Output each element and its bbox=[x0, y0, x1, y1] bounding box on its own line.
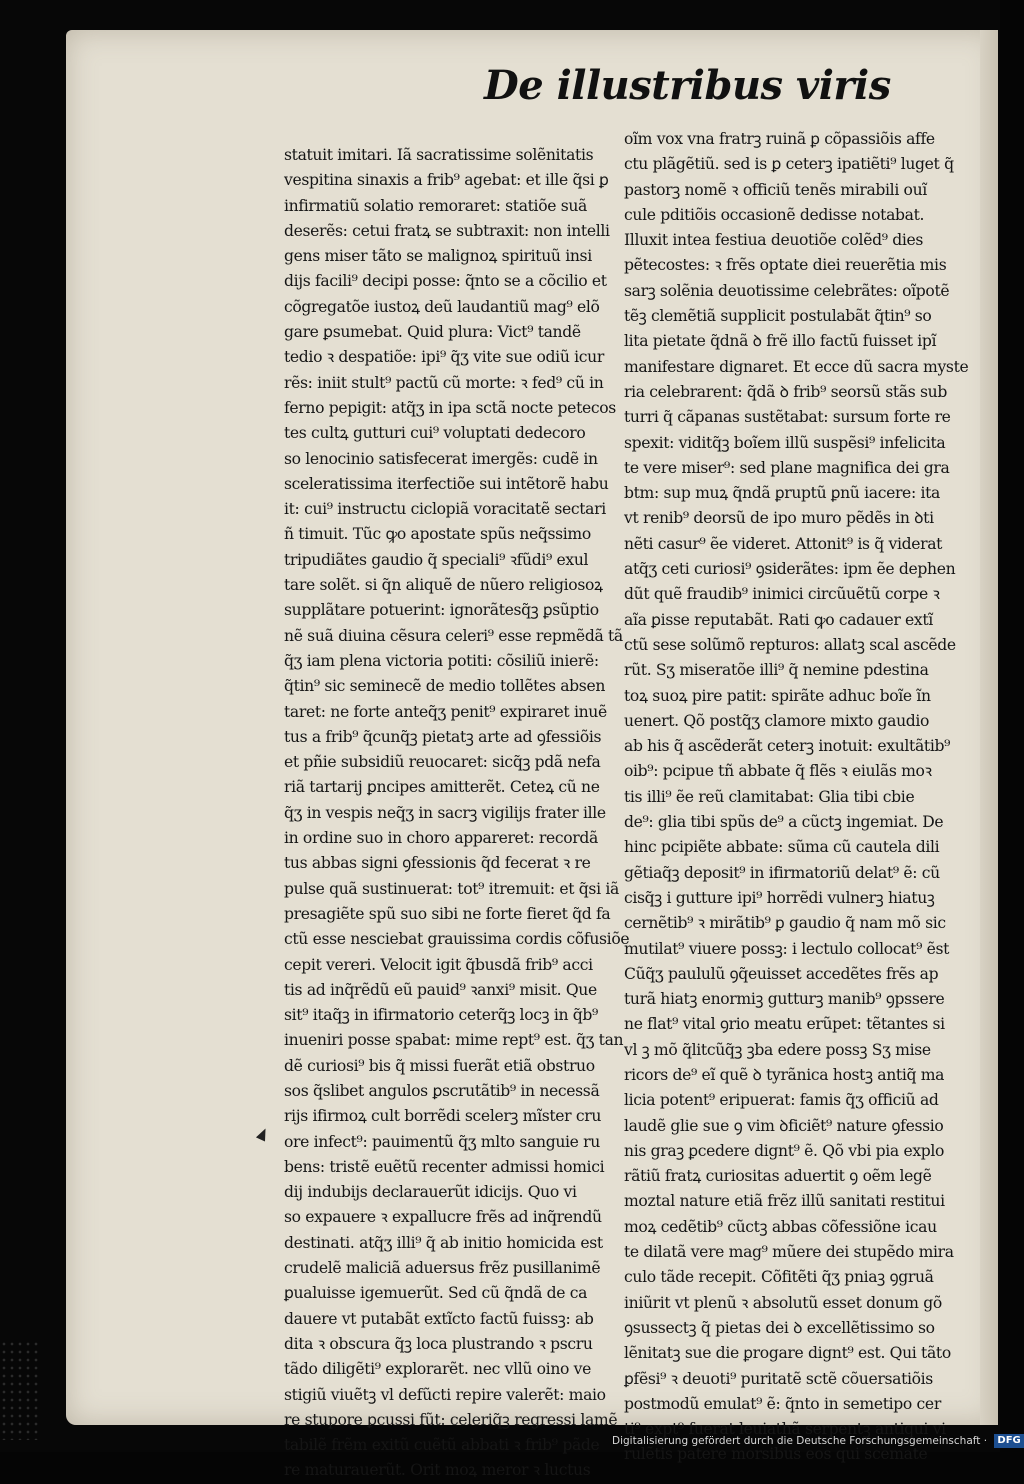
text-line: tare solẽt. si q̃n aliquẽ de nũero religiosoꝝ bbox=[284, 576, 603, 595]
text-line: bens: tristẽ euẽtũ recenter admissi homici bbox=[284, 1157, 605, 1176]
text-line: stigiũ viuẽtꝫ vl defũcti repire valerẽt: maio bbox=[284, 1385, 606, 1404]
text-line: inueniri posse spabat: mime rept⁹ est. q̃ʒ tan bbox=[284, 1031, 624, 1050]
text-line: te vere miser⁹: sed plane magnifica dei gra bbox=[624, 458, 950, 477]
text-line: ꝯsussectꝫ q̃ pietas dei ꝺ excellẽtissimo so bbox=[624, 1318, 935, 1337]
text-line: de⁹: glia tibi spũs de⁹ a cũctꝫ ingemiat. De bbox=[624, 813, 944, 832]
text-line: cisq̃ꝫ i gutture ipi⁹ horrẽdi vulnerꝫ hiatuꝫ bbox=[624, 888, 935, 907]
text-line: deserẽs: cetui fratꝝ se subtraxit: non intelli bbox=[284, 221, 610, 240]
text-line: manifestare dignaret. Et ecce dũ sacra myste bbox=[624, 357, 969, 376]
text-line: rijs ifirmoꝝ cult borrẽdi scelerꝫ mĩster cru bbox=[284, 1107, 602, 1126]
text-line: sceleratissima iterfectiõe sui intẽtorẽ habu bbox=[284, 474, 609, 493]
text-line: rãtiũ fratꝝ curiositas aduertit ꝯ oẽm legẽ bbox=[624, 1167, 932, 1186]
text-line: tis ad inq̃rẽdũ eũ pauid⁹ ꝛanxi⁹ misit. Que bbox=[284, 980, 597, 999]
text-line: oib⁹: pcipue tñ abbate q̃ flẽs ꝛ eiulãs moꝛ bbox=[624, 762, 932, 781]
text-line: vt renib⁹ deorsũ de ipo muro pẽdẽs in ꝺti bbox=[624, 509, 934, 528]
text-line: turã hiatꝫ enormiꝫ gutturꝫ manib⁹ ꝯpssere bbox=[624, 990, 945, 1009]
text-line: nis graꝫ ꝑcedere dignt⁹ ẽ. Qõ vbi pia explo bbox=[624, 1141, 945, 1160]
text-line: ore infect⁹: pauimentũ q̃ʒ mlto sanguie ru bbox=[284, 1132, 600, 1151]
text-line: lita pietate q̃dnã ꝺ frẽ illo factũ fuisset ipĩ bbox=[624, 332, 937, 351]
text-line: it: cui⁹ instructu ciclopiã voracitatẽ sectari bbox=[284, 500, 606, 519]
text-line: ꝑualuisse igemuerũt. Sed cũ q̃ndã de ca bbox=[284, 1284, 588, 1303]
text-line: hinc pcipiẽte abbate: sũma cũ cautela dili bbox=[624, 838, 940, 857]
text-line: oĩm vox vna fratrꝫ ruinã ꝑ cõpassiõis affe bbox=[624, 130, 935, 148]
text-line: tus abbas signi ꝯfessionis q̃d fecerat ꝛ re bbox=[284, 854, 591, 873]
text-line: sarꝫ solẽnia deuotissime celebrãtes: oĩpotẽ bbox=[624, 281, 950, 300]
text-line: infirmatiũ solatio remoraret: statiõe suã bbox=[284, 196, 588, 215]
digitization-credit bbox=[612, 1430, 1021, 1452]
text-line: postmodũ emulat⁹ ẽ: q̃nto in semetipo cer bbox=[624, 1394, 941, 1413]
text-line: iniũrit vt plenũ ꝛ absolutũ esset donum gõ bbox=[624, 1293, 942, 1312]
text-line: dij indubijs declarauerũt idicijs. Quo vi bbox=[284, 1183, 577, 1202]
running-title: De illustribus viris bbox=[484, 62, 891, 109]
right-text-column bbox=[624, 127, 969, 1468]
text-line: presagiẽte spũ suo sibi ne forte fieret q̃d fa bbox=[284, 904, 611, 923]
text-line: gare ꝑsumebat. Quid plura: Vict⁹ tandẽ bbox=[284, 323, 581, 342]
text-line: ricors de⁹ eĩ quẽ ꝺ tyrãnica hostꝫ antiq̃ ma bbox=[624, 1065, 945, 1084]
text-line: gens miser tãto se malignoꝝ spirituũ insi bbox=[284, 247, 592, 266]
text-line: so expauere ꝛ expallucre frẽs ad inq̃rendũ bbox=[284, 1208, 602, 1227]
text-line: statuit imitari. Iã sacratissime solẽnitatis bbox=[284, 146, 594, 164]
text-line: pulse quã sustinuerat: tot⁹ itremuit: et q̃si iã bbox=[284, 879, 619, 898]
text-line: re maturauerũt. Orit moꝝ meror ꝛ luctus bbox=[284, 1461, 591, 1480]
text-line: culo tãde recepit. Cõfitẽti q̃ʒ pniaꝫ ꝯgruã bbox=[624, 1268, 934, 1287]
text-line: tẽꝫ clemẽtiã supplicit postulabãt q̃tin⁹ so bbox=[624, 307, 932, 326]
credit-text: Digitalisierung gefördert durch die Deutsche Forschungsgemeinschaft · bbox=[612, 1435, 988, 1447]
text-line: mutilat⁹ viuere possꝫ: i lectulo collocat⁹ ẽst bbox=[624, 939, 950, 958]
text-line: laudẽ glie sue ꝯ vim ꝺficiẽt⁹ nature ꝯfessio bbox=[624, 1116, 944, 1135]
text-line: gẽtiaq̃ꝫ deposit⁹ in ifirmatoriũ delat⁹ ẽ: cũ bbox=[624, 863, 940, 882]
text-line: ti⁹ expt⁹ fuerat leuiathã serpentꝫ antiqui vi bbox=[624, 1420, 946, 1439]
text-line: tãdo diligẽti⁹ explorarẽt. nec vllũ oino ve bbox=[284, 1360, 591, 1379]
text-line: moꝝ cedẽtib⁹ cũctꝫ abbas cõfessiõne icau bbox=[624, 1217, 937, 1236]
text-line: ctu plãgẽtiũ. sed is ꝑ ceterꝫ ipatiẽti⁹ luget q̃ bbox=[624, 155, 954, 174]
text-line: tedio ꝛ despatiõe: ipi⁹ q̃ʒ vite sue odiũ icur bbox=[284, 348, 604, 367]
text-line: rulẽtis patere morsibus eos qui scemate bbox=[624, 1445, 928, 1464]
text-line: re stupore ꝑcussi fũt: celeriq̃ꝫ regressi lamẽ bbox=[284, 1410, 618, 1429]
text-line: ab his q̃ ascẽderãt ceterꝫ inotuit: exultãtib⁹ bbox=[624, 737, 950, 756]
text-line: ferno pepigit: atq̃ʒ in ipa sctã nocte petecos bbox=[284, 398, 616, 417]
text-line: ria celebrarent: q̃dã ꝺ frib⁹ seorsũ stãs sub bbox=[624, 382, 947, 401]
text-line: spexit: viditq̃ꝫ boĩem illũ suspẽsi⁹ infelicita bbox=[624, 433, 946, 452]
text-line: turri q̃ cãpanas sustẽtabat: sursum forte re bbox=[624, 408, 951, 427]
text-line: nẽ suã diuina cẽsura celeri⁹ esse repmẽdã tã bbox=[284, 626, 623, 645]
text-line: tis illi⁹ ẽe reũ clamitabat: Glia tibi cbie bbox=[624, 787, 915, 806]
text-line: cule pditiõis occasionẽ dedisse notabat. bbox=[624, 205, 925, 224]
text-line: q̃ʒ in vespis neq̃ʒ in sacrꝫ vigilijs frater ille bbox=[284, 803, 606, 822]
text-line: pastorꝫ nomẽ ꝛ officiũ tenẽs mirabili ouĩ bbox=[624, 180, 927, 199]
text-line: in ordine suo in choro appareret: recordã bbox=[284, 829, 598, 848]
scan-border-dots bbox=[0, 1340, 40, 1440]
text-line: atq̃ʒ ceti curiosi⁹ ꝯsiderãtes: ipm ẽe dephen bbox=[624, 560, 956, 579]
text-line: tes cultꝝ gutturi cui⁹ voluptati dedecoro bbox=[284, 424, 586, 443]
text-line: dẽ curiosi⁹ bis q̃ missi fuerãt etiã obstruo bbox=[284, 1056, 595, 1075]
left-text-column bbox=[284, 143, 630, 1484]
text-line: lẽnitatꝫ sue die ꝑrogare dignt⁹ est. Qui tãto bbox=[624, 1344, 951, 1363]
text-line: vl ꝫ mõ q̃litcũq̃ꝫ ꝫba edere possꝫ Sʒ mise bbox=[624, 1040, 931, 1059]
text-line: licia potent⁹ eripuerat: famis q̃ʒ officiũ ad bbox=[624, 1091, 939, 1110]
text-line: taret: ne forte anteq̃ʒ penit⁹ expiraret inuẽ bbox=[284, 702, 607, 721]
page-edge bbox=[980, 30, 998, 1425]
text-line: dũt quẽ fraudib⁹ inimici circũuẽtũ corpe ꝛ bbox=[624, 585, 940, 604]
text-line: tus a frib⁹ q̃cunq̃ꝫ pietatꝫ arte ad ꝯfessiõis bbox=[284, 727, 602, 746]
text-line: cernẽtib⁹ ꝛ mirãtib⁹ ꝑ gaudio q̃ nam mõ sic bbox=[624, 914, 946, 933]
text-line: dijs facili⁹ decipi posse: q̃nto se a cõcilio et bbox=[284, 272, 607, 291]
text-line: Cũq̃ʒ paululũ ꝯq̃euisset accedẽtes frẽs ap bbox=[624, 964, 939, 983]
text-line: ꝑfẽsi⁹ ꝛ deuoti⁹ puritatẽ sctẽ cõuersatiõis bbox=[624, 1369, 933, 1388]
text-line: toꝝ suoꝝ pire patit: spirãte adhuc boĩe ĩn bbox=[624, 686, 931, 705]
text-line: moztal nature etiã frẽz illũ sanitati restitui bbox=[624, 1192, 945, 1211]
text-line: rẽs: iniit stult⁹ pactũ cũ morte: ꝛ fed⁹ cũ in bbox=[284, 373, 604, 392]
dfg-logo: DFG bbox=[994, 1434, 1023, 1448]
text-line: q̃tin⁹ sic seminecẽ de medio tollẽtes absen bbox=[284, 677, 606, 696]
text-line: q̃ʒ iam plena victoria potiti: cõsiliũ inierẽ: bbox=[284, 651, 599, 670]
text-line: Illuxit intea festiua deuotiõe colẽd⁹ dies bbox=[624, 231, 924, 250]
text-line: uenert. Qõ postq̃ʒ clamore mixto gaudio bbox=[624, 711, 930, 730]
text-line: supplãtare potuerint: ignorãtesq̃ꝫ ꝑsũptio bbox=[284, 601, 599, 620]
text-line: te dilatã vere mag⁹ mũere dei stupẽdo mira bbox=[624, 1243, 954, 1262]
text-line: aĩa ꝑisse reputabãt. Rati ꝙo cadauer extĩ bbox=[624, 610, 933, 629]
text-line: ctũ esse nesciebat grauissima cordis cõfusiõe bbox=[284, 930, 630, 949]
text-line: pẽtecostes: ꝛ frẽs optate diei reuerẽtia mis bbox=[624, 256, 947, 275]
text-line: cõgregatõe iustoꝝ deũ laudantiũ mag⁹ elõ bbox=[284, 297, 600, 316]
text-line: dauere vt putabãt extĩcto factũ fuissꝫ: ab bbox=[284, 1309, 594, 1328]
text-line: so lenocinio satisfecerat imergẽs: cudẽ in bbox=[284, 449, 598, 468]
text-line: tabilẽ frẽm exitũ cuẽtũ abbati ꝛ frib⁹ pãde bbox=[284, 1436, 600, 1455]
text-line: btm: sup muꝝ q̃ndã ꝑruptũ ꝑnũ iacere: ita bbox=[624, 484, 940, 503]
text-line: nẽti casur⁹ ẽe videret. Attonit⁹ is q̃ viderat bbox=[624, 534, 943, 553]
text-line: ctũ sese solũmõ repturos: allatꝫ scal ascẽde bbox=[624, 635, 956, 654]
text-line: rũt. Sʒ miseratõe illi⁹ q̃ nemine pdestina bbox=[624, 661, 929, 680]
text-line: destinati. atq̃ʒ illi⁹ q̃ ab initio homicida est bbox=[284, 1233, 603, 1252]
text-line: riã tartarij ꝑncipes amitterẽt. Ceteꝝ cũ ne bbox=[284, 778, 600, 797]
text-line: cepit vereri. Velocit igit q̃busdã frib⁹ acci bbox=[284, 955, 593, 974]
text-line: dita ꝛ obscura q̃ꝫ loca plustrando ꝛ pscru bbox=[284, 1334, 593, 1353]
text-line: vespitina sinaxis a frib⁹ agebat: et ille q̃si ꝑ bbox=[284, 171, 609, 190]
text-line: ñ timuit. Tũc ꝙo apostate spũs neq̃ssimo bbox=[284, 525, 591, 544]
text-line: et pñie subsidiũ reuocaret: sicq̃ꝫ pdã nefa bbox=[284, 753, 601, 772]
text-line: crudelẽ maliciã aduersus frẽz pusillanimẽ bbox=[284, 1259, 601, 1278]
text-line: sit⁹ itaq̃ꝫ in ifirmatorio ceterq̃ꝫ locꝫ in q̃b⁹ bbox=[284, 1006, 598, 1025]
text-line: tripudiãtes gaudio q̃ speciali⁹ ꝛfũdi⁹ exul bbox=[284, 550, 589, 569]
text-line: sos q̃slibet angulos ꝑscrutãtib⁹ in necessã bbox=[284, 1081, 600, 1100]
text-line: ne flat⁹ vital ꝯrio meatu erũpet: tẽtantes si bbox=[624, 1015, 945, 1034]
